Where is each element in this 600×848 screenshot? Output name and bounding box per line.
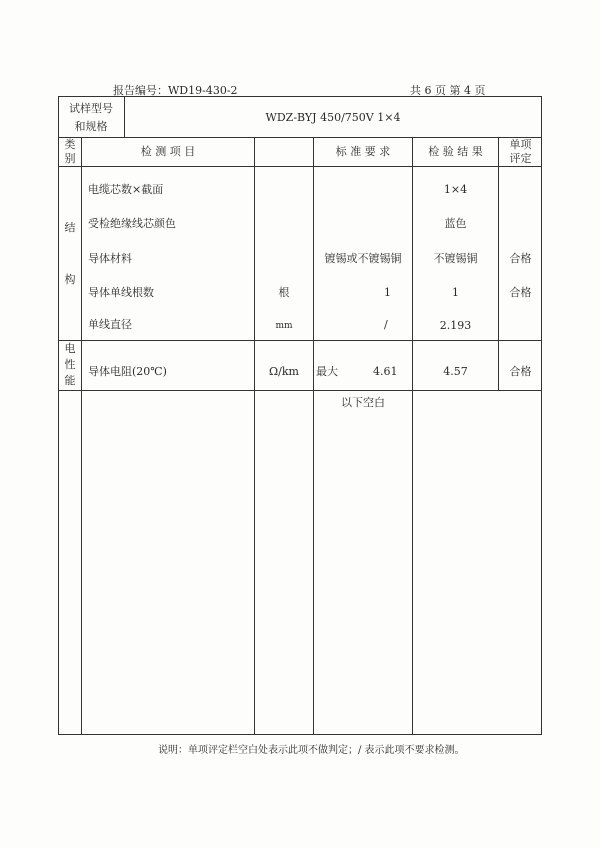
category-electrical-2: 性 [64, 358, 76, 371]
page-info: 共 6 页 第 4 页 [410, 84, 486, 97]
standard-conductor-material: 镀锡或不镀锡铜 [324, 252, 402, 265]
sample-label-line2: 和规格 [74, 120, 108, 133]
result-cores-section: 1×4 [443, 183, 468, 196]
header-verdict-2: 评定 [509, 152, 532, 165]
category-electrical-3: 能 [64, 374, 76, 387]
test-report-table [58, 96, 542, 735]
result-conductor-material: 不镀锡铜 [433, 252, 478, 265]
verdict-conductor-material: 合格 [509, 252, 532, 265]
sample-model-value: WDZ-BYJ 450/750V 1×4 [265, 111, 401, 124]
standard-resistance-value: 4.61 [373, 365, 398, 378]
result-wire-count: 1 [452, 286, 459, 299]
unit-wire-count: 根 [278, 286, 290, 299]
category-structure-2: 构 [64, 273, 76, 286]
item-cores-section: 电缆芯数×截面 [88, 183, 164, 196]
unit-conductor-resistance: Ω/km [269, 365, 299, 378]
standard-wire-diameter: / [384, 318, 388, 331]
standard-resistance-prefix: 最大 [316, 365, 338, 378]
category-electrical-1: 电 [64, 342, 76, 355]
verdict-wire-count: 合格 [509, 286, 532, 299]
result-wire-diameter: 2.193 [439, 319, 472, 332]
item-wire-count: 导体单线根数 [88, 286, 154, 299]
result-conductor-resistance: 4.57 [443, 365, 468, 378]
result-insulation-color: 蓝色 [444, 217, 467, 230]
header-category-2: 别 [64, 152, 76, 165]
header-verdict-1: 单项 [509, 138, 532, 151]
unit-wire-diameter: mm [275, 321, 293, 331]
item-conductor-resistance: 导体电阻(20℃) [88, 365, 167, 378]
standard-wire-count: 1 [384, 286, 391, 299]
item-conductor-material: 导体材料 [88, 252, 132, 265]
blank-below-note: 以下空白 [341, 396, 385, 409]
header-category-1: 类 [64, 138, 76, 151]
header-standard: 标 准 要 求 [335, 145, 391, 158]
category-structure-1: 结 [64, 221, 76, 234]
sample-label-line1: 试样型号 [69, 102, 113, 115]
header-result: 检 验 结 果 [428, 145, 483, 158]
item-wire-diameter: 单线直径 [88, 318, 132, 331]
header-test-item: 检 测 项 目 [140, 145, 196, 158]
footer-note: 说明：单项评定栏空白处表示此项不做判定；/ 表示此项不要求检测。 [158, 745, 465, 756]
verdict-conductor-resistance: 合格 [509, 365, 532, 378]
report-number: 报告编号：WD19-430-2 [113, 84, 238, 97]
item-insulation-color: 受检绝缘线芯颜色 [88, 217, 176, 230]
